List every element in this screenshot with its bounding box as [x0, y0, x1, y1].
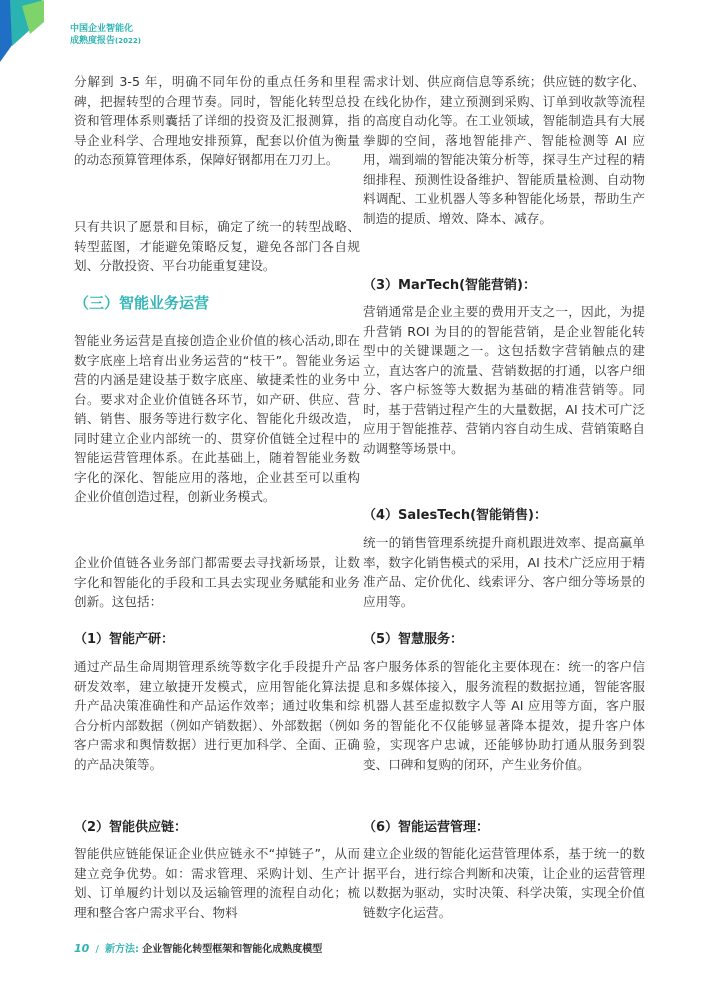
paragraph: 客户服务体系的智能化主要体现在：统一的客户信息和多媒体接入，服务流程的数据拉通，智能客服机器人甚至虚拟数字人等 AI 应用等方面，客户服务的智能化不仅能够显著降本提效，提升客户体验，实现客户忠诚，还能够协助打通从服务到裂变、口碑和复购的闭环，产生业务价值。 [363, 659, 645, 772]
footer-separator: / [95, 944, 99, 955]
subsection-heading: （3）MarTech(智能营销)： [363, 278, 536, 293]
report-logo [0, 0, 70, 62]
footer-category: 新方法: [105, 944, 140, 955]
page-footer [74, 940, 322, 955]
report-year: (2022) [115, 37, 141, 45]
footer-title: 企业智能化转型框架和智能化成熟度模型 [142, 944, 323, 955]
paragraph: 营销通常是企业主要的费用开支之一，因此，为提升营销 ROI 为目的的智能营销，是企业智能化转型中的关键课题之一。这包括数字营销触点的建立，直达客户的流量、营销数据的打通，以客户细分、客户标签等大数据为基础的精准营销等。同时，基于营销过程产生的大量数据，AI 技术可广泛应用于智能推荐、营销内容自动生成、营销策略自动调整等场景中。 [363, 304, 645, 456]
paragraph: 分解到 3-5 年，明确不同年份的重点任务和里程碑，把握转型的合理节奏。同时，智能化转型总投资和管理体系则囊括了详细的投资及汇报测算，指导企业科学、合理地安排预算，配套以价值为衡量的动态预算管理体系，保障好钢都用在刀刃上。 [74, 74, 360, 167]
subsection-heading: （1）智能产研： [74, 632, 175, 647]
page-number: 10 [74, 942, 90, 955]
paragraph: 智能业务运营是直接创造企业价值的核心活动,即在数字底座上培育出业务运营的“枝干”。智能业务运营的内涵是建设基于数字底座、敏捷柔性的业务中台。要求对企业价值链各环节，如产研、供应、营销、销售、服务等进行数字化、智能化升级改造，同时建立企业内部统一的、贯穿价值链全过程中的智能运营管理体系。在此基础上，随着智能业务数字化的深化、智能应用的落地，企业甚至可以重构企业价值创造过程，创新业务模式。 [74, 333, 360, 504]
subsection-heading: （4）SalesTech(智能销售)： [363, 508, 547, 523]
paragraph: 统一的销售管理系统提升商机跟进效率、提高赢单率，数字化销售模式的采用，AI 技术广泛应用于精准产品、定价优化、线索评分、客户细分等场景的应用等。 [363, 535, 645, 609]
report-title-line1: 中国企业智能化 [70, 24, 134, 34]
paragraph: 企业价值链各业务部门都需要去寻找新场景，让数字化和智能化的手段和工具去实现业务赋能和业务创新。这包括： [74, 555, 360, 609]
paragraph: 智能供应链能保证企业供应链永不“掉链子”，从而建立竞争优势。如：需求管理、采购计划、生产计划、订单履约计划以及运输管理的流程自动化；梳理和整合客户需求平台、物料 [74, 846, 360, 920]
report-title [70, 23, 141, 47]
subsection-heading: （5）智慧服务： [363, 632, 464, 647]
report-title-line2: 成熟度报告 [70, 36, 116, 46]
subsection-heading: （2）智能供应链： [74, 820, 188, 835]
paragraph: 建立企业级的智能化运营管理体系，基于统一的数据平台，进行综合判断和决策，让企业的运营管理以数据为驱动，实时决策、科学决策，实现全价值链数字化运营。 [363, 846, 645, 920]
paragraph: 只有共识了愿景和目标，确定了统一的转型战略、转型蓝图，才能避免策略反复，避免各部门各自规划、分散投资、平台功能重复建设。 [74, 219, 360, 273]
paragraph: 通过产品生命周期管理系统等数字化手段提升产品研发效率，建立敏捷开发模式，应用智能化算法提升产品决策准确性和产品运作效率；通过收集和综合分析内部数据（例如产销数据）、外部数据（例如客户需求和舆情数据）进行更加科学、全面、正确的产品决策等。 [74, 659, 360, 772]
paragraph: 需求计划、供应商信息等系统；供应链的数字化、在线化协作，建立预测到采购、订单到收款等流程的高度自动化等。在工业领域，智能制造具有大展拳脚的空间，落地智能排产、智能检测等 AI 应用，端到端的智能决策分析等，探寻生产过程的精细排程、预测性设备维护、智能质量检测、自动物料调配、工业机器人等多种智能化场景，帮助生产制造的提质、增效、降本、减存。 [363, 74, 645, 226]
section-title: （三）智能业务运营 [74, 294, 210, 312]
subsection-heading: （6）智能运营管理： [363, 820, 490, 835]
